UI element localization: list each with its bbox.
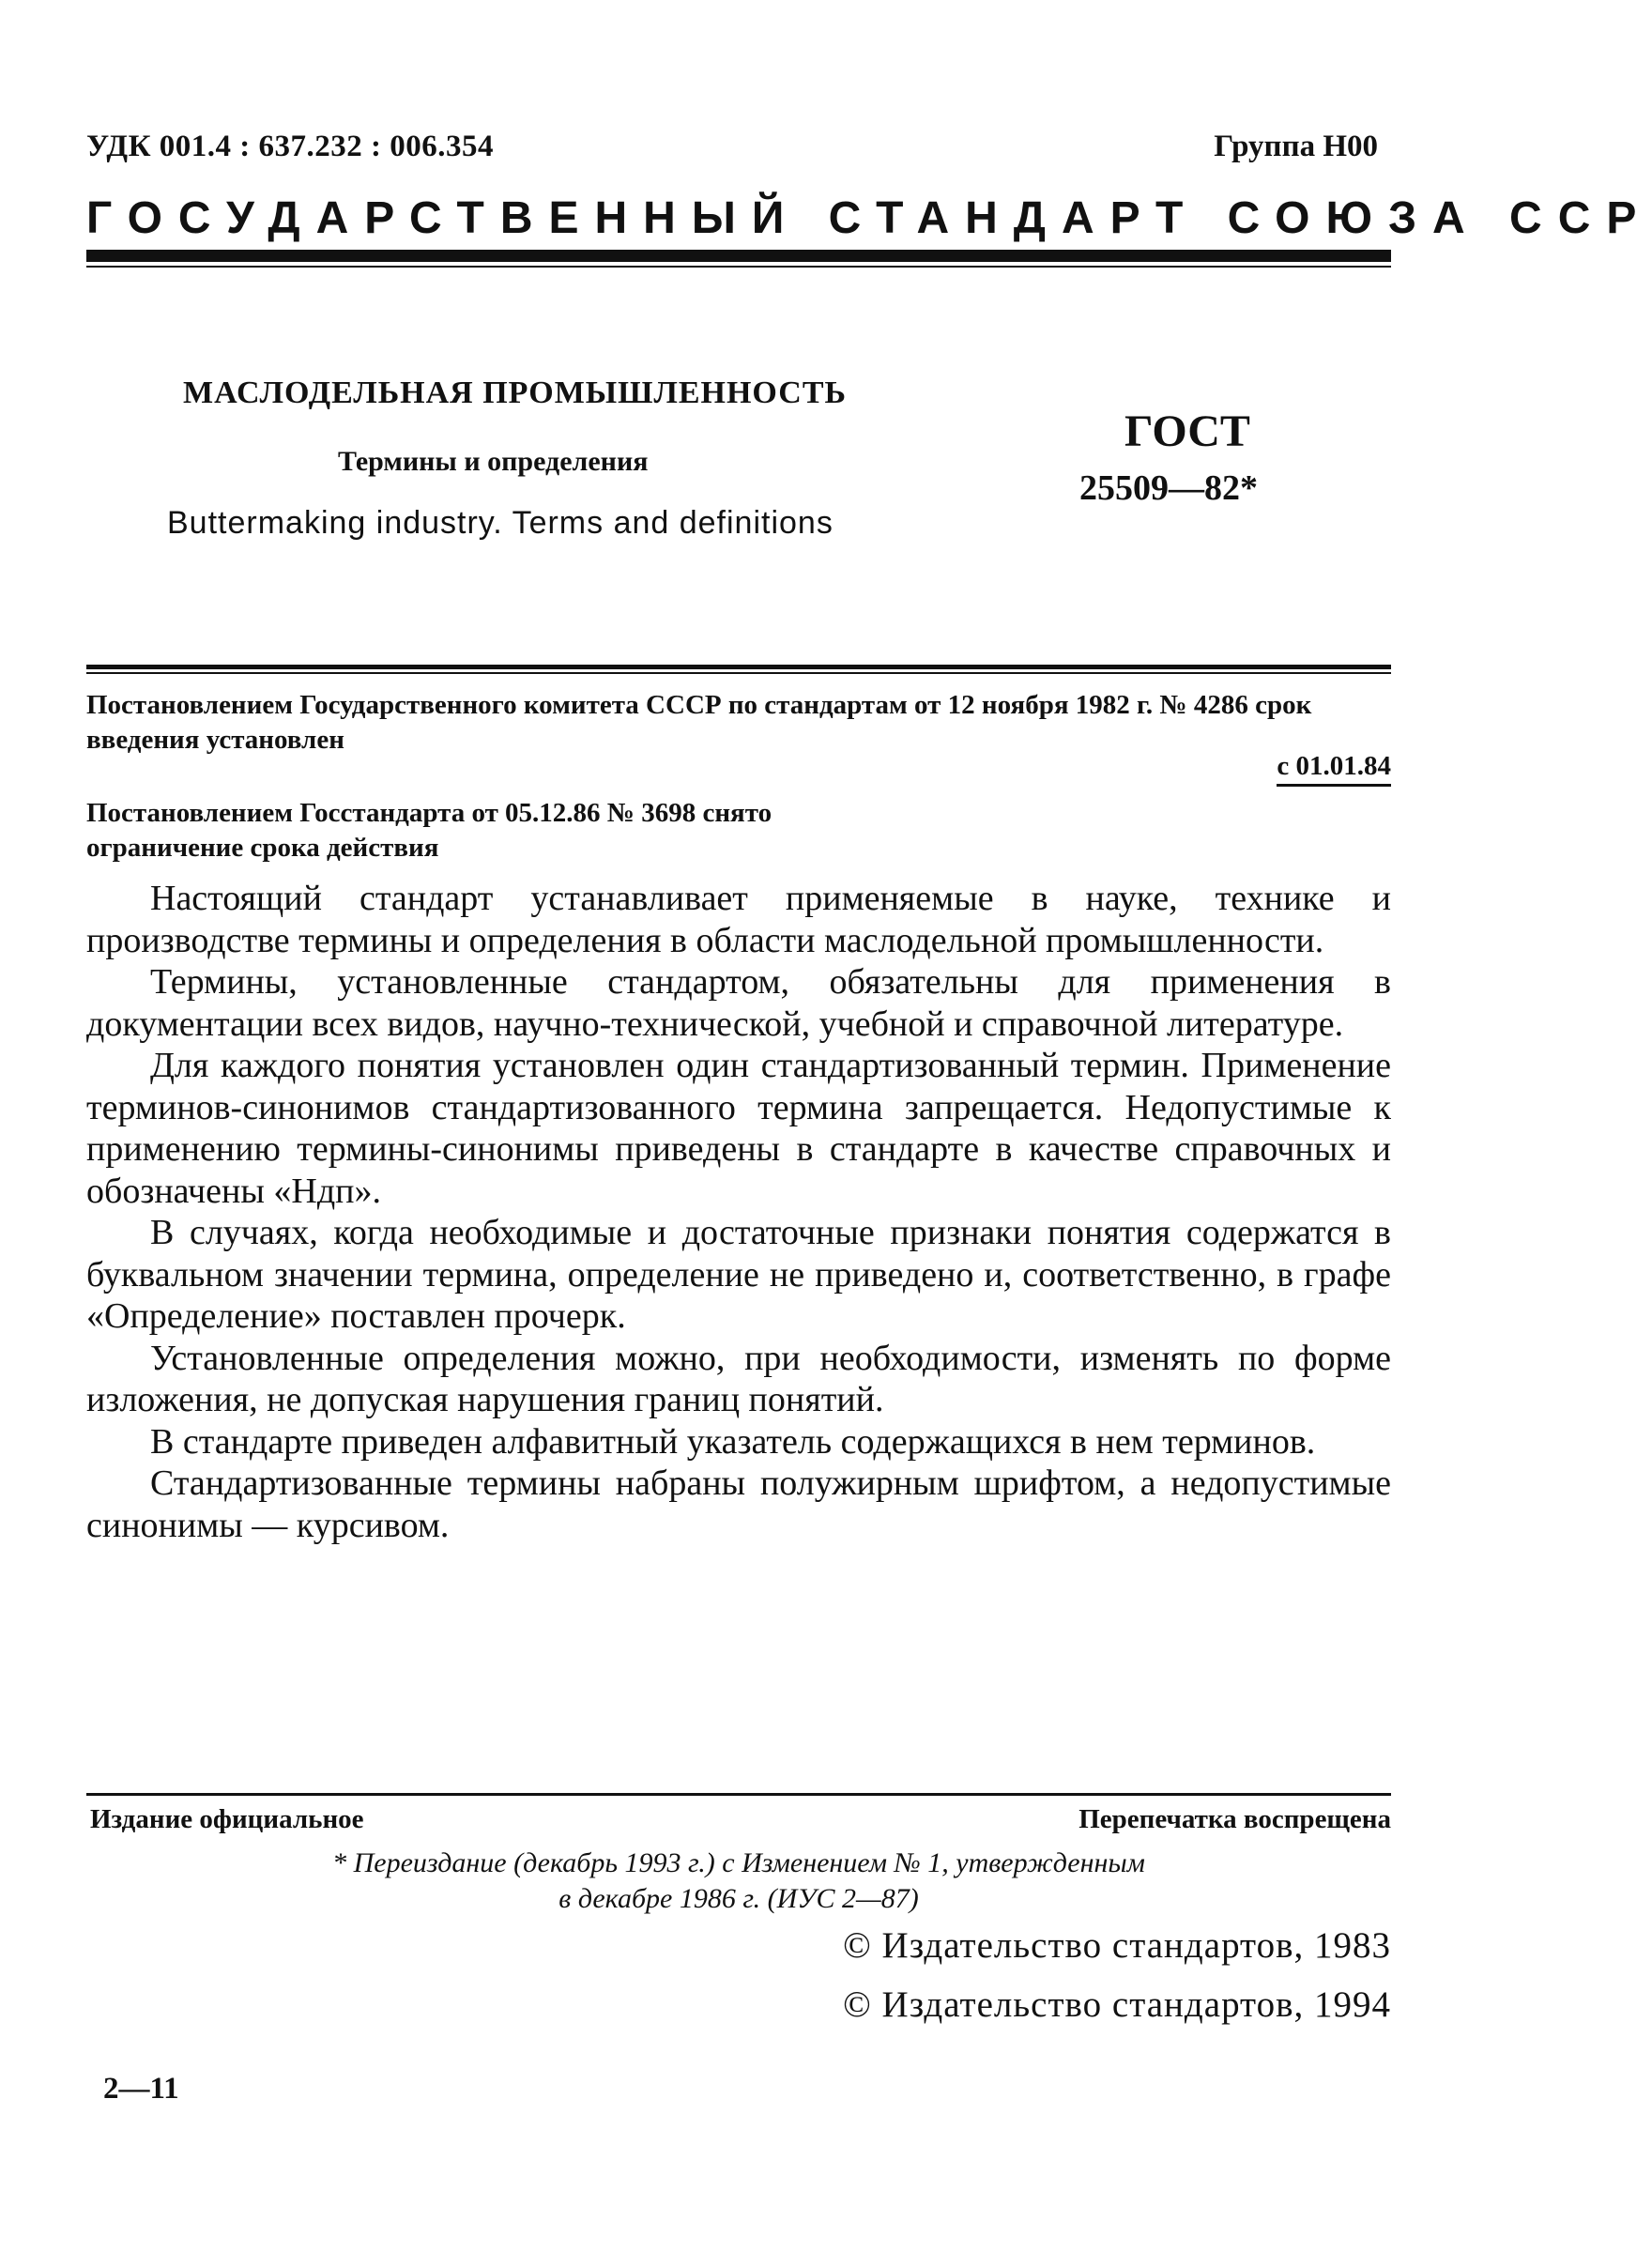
paragraph: Стандартизованные термины набраны полужирным шрифтом, а недопустимые синонимы — курсивом. — [86, 1463, 1391, 1545]
effective-date: с 01.01.84 — [1277, 751, 1391, 787]
official-edition-label: Издание официальное — [90, 1804, 364, 1834]
reissue-line-1: * Переиздание (декабрь 1993 г.) с Изменением № 1, утвержденным — [332, 1847, 1145, 1878]
state-standard-heading: ГОСУДАРСТВЕННЫЙ СТАНДАРТ СОЮЗА ССР — [86, 193, 1652, 243]
page-number: 2—11 — [103, 2072, 179, 2106]
reprint-prohibited-label: Перепечатка воспрещена — [1078, 1804, 1391, 1834]
reissue-note — [86, 1846, 1391, 1917]
paragraph: Термины, установленные стандартом, обязательны для применения в документации всех видов, научно-технической, учебной и справочной литературе. — [86, 962, 1391, 1044]
title-divider-thin — [86, 672, 1391, 674]
document-title: МАСЛОДЕЛЬНАЯ ПРОМЫШЛЕННОСТЬ — [183, 375, 847, 410]
header-divider-thick — [86, 250, 1391, 262]
reissue-line-2: в декабре 1986 г. (ИУС 2—87) — [558, 1883, 919, 1914]
document-subtitle: Термины и определения — [338, 446, 649, 477]
paragraph: Установленные определения можно, при необходимости, изменять по форме изложения, не допуская нарушения границ понятий. — [86, 1338, 1391, 1419]
title-divider — [86, 665, 1391, 669]
copyright-1994: © Издательство стандартов, 1994 — [843, 1984, 1391, 2025]
paragraph: Настоящий стандарт устанавливает применяемые в науке, технике и производстве термины и определения в области маслодельной промышленности. — [86, 879, 1391, 960]
gost-label: ГОСТ — [1124, 406, 1250, 456]
paragraph: Для каждого понятия установлен один стандартизованный термин. Применение терминов-синонимов стандартизованного термина запрещается. Недопустимые к применению термины-синонимы приведены в стандарте в качестве справочных и обозначены «Ндп». — [86, 1046, 1391, 1211]
header-divider-thin — [86, 266, 1391, 268]
paragraph: В случаях, когда необходимые и достаточные признаки понятия содержатся в буквальном значении термина, определение не приведено и, соответственно, в графе «Определение» поставлен прочерк. — [86, 1213, 1391, 1336]
group-code: Группа Н00 — [1214, 130, 1378, 163]
resolution-2: Постановлением Госстандарта от 05.12.86 № 3698 снято ограничение срока действия — [86, 798, 772, 863]
copyright-1983: © Издательство стандартов, 1983 — [843, 1925, 1391, 1966]
gost-number: 25509—82* — [1079, 468, 1258, 508]
body-text — [86, 878, 1391, 1546]
resolution-1: Постановлением Государственного комитета СССР по стандартам от 12 ноября 1982 г. № 4286 срок введения установлен — [86, 690, 1312, 755]
udk-code: УДК 001.4 : 637.232 : 006.354 — [86, 130, 494, 163]
document-title-english: Buttermaking industry. Terms and definitions — [167, 505, 834, 541]
paragraph: В стандарте приведен алфавитный указатель содержащихся в нем терминов. — [150, 1421, 1316, 1462]
footer-divider — [86, 1793, 1391, 1796]
